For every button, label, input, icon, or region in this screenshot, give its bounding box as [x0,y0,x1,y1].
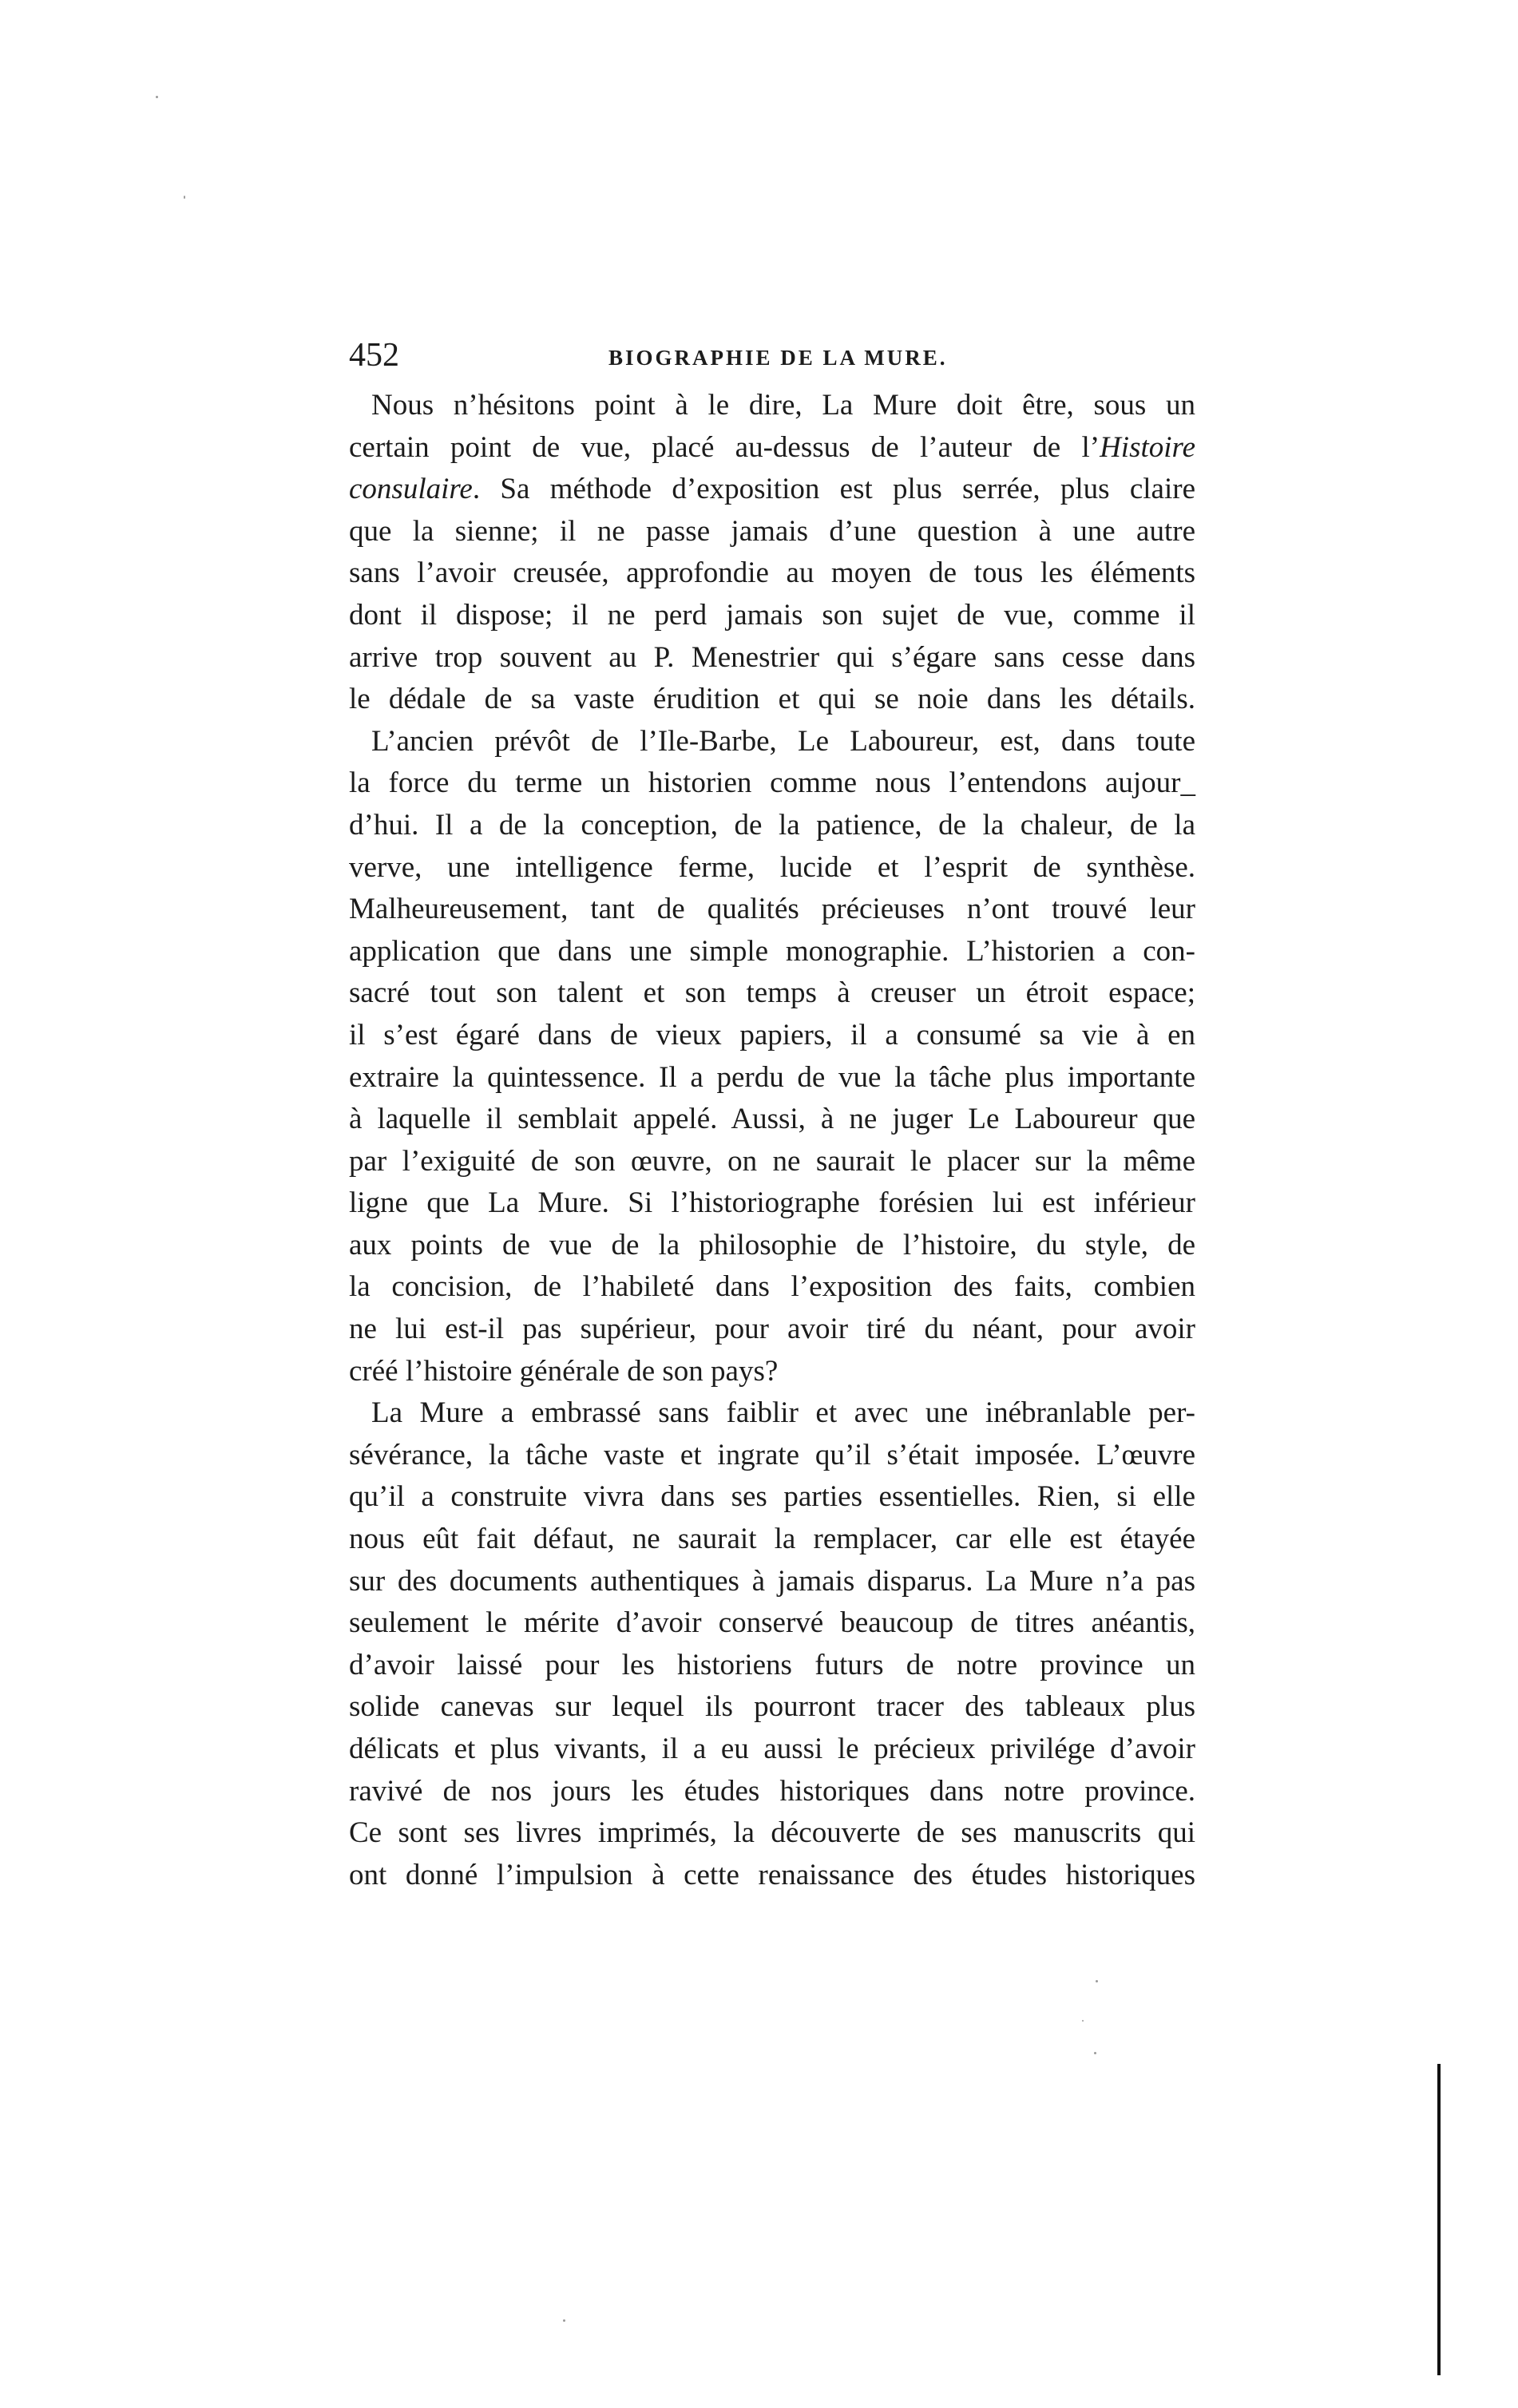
text-line: Malheureusement, tant de qualités précieuses n’ont trouvé leur [349,893,1195,926]
text-line: créé l’histoire générale de son pays? [349,1354,779,1388]
text-line: La Mure a embrassé sans faiblir et avec une inébranlable per- [371,1396,1195,1430]
text-fragment: . Sa méthode d’exposition est plus serrée, plus claire [472,473,1195,506]
text-line [349,469,1195,511]
text-line: verve, une intelligence ferme, lucide et l’esprit de synthèse. [349,850,1195,884]
paper-speck [563,2319,565,2322]
italic-title-fragment: Histoire [1100,430,1195,464]
text-line: seulement le mérite d’avoir conservé beaucoup de titres anéantis, [349,1606,1195,1640]
text-line: sévérance, la tâche vaste et ingrate qu’il s’était imposée. L’œuvre [349,1438,1195,1471]
paper-speck [1094,2052,1096,2054]
paper-speck [184,196,185,199]
text-line: la force du terme un historien comme nous l’entendons aujour_ [349,766,1195,800]
text-line: ne lui est-il pas supérieur, pour avoir tiré du néant, pour avoir [349,1313,1195,1346]
text-line: nous eût fait défaut, ne saurait la remplacer, car elle est étayée [349,1523,1195,1556]
text-line: par l’exiguité de son œuvre, on ne saurait le placer sur la même [349,1144,1195,1178]
text-line: ravivé de nos jours les études historiques dans notre province. [349,1774,1195,1808]
paper-speck [1082,2020,1084,2022]
text-line: arrive trop souvent au P. Menestrier qui s’égare sans cesse dans [349,640,1195,674]
text-line: délicats et plus vivants, il a eu aussi le précieux privilége d’avoir [349,1733,1195,1765]
text-line: Ce sont ses livres imprimés, la découverte de ses manuscrits qui [349,1816,1195,1850]
text-line: la concision, de l’habileté dans l’exposition des faits, combien [349,1270,1195,1304]
text-line: d’hui. Il a de la conception, de la patience, de la chaleur, de la [349,808,1195,842]
text-line: application que dans une simple monographie. L’historien a con- [349,934,1195,968]
paragraph-1 [349,385,1195,721]
text-line: ont donné l’impulsion à cette renaissance des études historiques [349,1858,1195,1891]
text-line: il s’est égaré dans de vieux papiers, il a consumé sa vie à en [349,1018,1195,1052]
text-line: d’avoir laissé pour les historiens futurs de notre province un [349,1648,1195,1681]
text-line: dont il dispose; il ne perd jamais son sujet de vue, comme il [349,598,1195,632]
paragraph-2 [349,721,1195,1393]
text-line: sur des documents authentiques à jamais disparus. La Mure n’a pas [349,1564,1195,1598]
text-line: que la sienne; il ne passe jamais d’une question à une autre [349,514,1195,548]
text-line: le dédale de sa vaste érudition et qui se noie dans les détails. [349,683,1195,716]
text-line [349,427,1195,469]
paper-speck [1096,1980,1098,1982]
body-text [349,385,1195,1896]
running-head: BIOGRAPHIE DE LA MURE. [608,346,948,370]
text-line: L’ancien prévôt de l’Ile-Barbe, Le Laboureur, est, dans toute [371,724,1195,758]
text-line: qu’il a construite vivra dans ses parties essentielles. Rien, si elle [349,1480,1195,1514]
text-line: aux points de vue de la philosophie de l’histoire, du style, de [349,1228,1195,1261]
text-fragment: certain point de vue, placé au-dessus de l’auteur de l’ [349,430,1100,464]
text-line: solide canevas sur lequel ils pourront tracer des tableaux plus [349,1690,1195,1724]
italic-title-fragment: consulaire [349,473,473,506]
text-line: extraire la quintessence. Il a perdu de vue la tâche plus importante [349,1060,1195,1094]
page-number: 452 [349,337,399,374]
text-line: sacré tout son talent et son temps à creuser un étroit espace; [349,976,1195,1010]
text-line: à laquelle il semblait appelé. Aussi, à ne juger Le Laboureur que [349,1103,1195,1136]
paragraph-3 [349,1392,1195,1896]
paper-speck [156,96,158,98]
text-line: Nous n’hésitons point à le dire, La Mure doit être, sous un [371,389,1195,422]
text-line: sans l’avoir creusée, approfondie au moyen de tous les éléments [349,556,1195,590]
binding-edge-line [1437,2064,1441,2375]
page-header [349,335,1187,383]
text-line: ligne que La Mure. Si l’historiographe forésien lui est inférieur [349,1186,1195,1220]
